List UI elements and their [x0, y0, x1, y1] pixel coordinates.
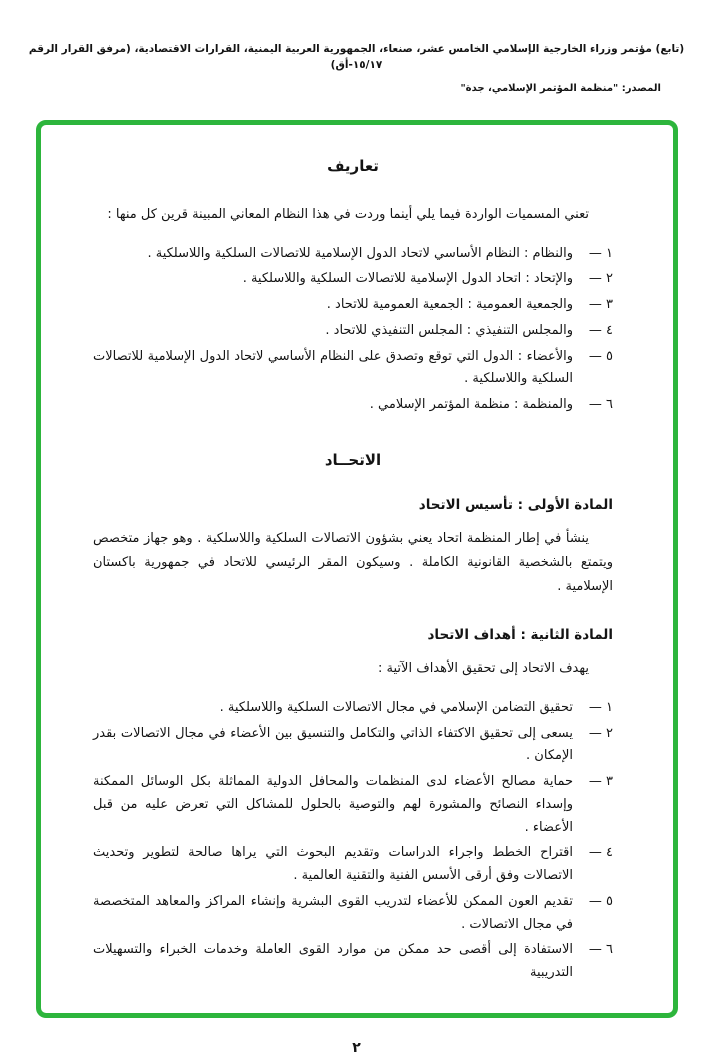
definitions-list — [93, 243, 613, 417]
union-title: الاتحــاد — [324, 450, 382, 469]
item-number: ٥ — — [588, 348, 613, 364]
definitions-intro: تعني المسميات الواردة فيما يلي أينما وردت في هذا النظام المعاني المبينة قرين كل منها : — [107, 206, 589, 222]
item-text: والأعضاء : الدول التي توقع وتصدق على النظام الأساسي لاتحاد الدول الإسلامية للاتصالات السلكية واللاسلكية . — [93, 348, 573, 387]
item-text: والمجلس التنفيذي : المجلس التنفيذي للاتحاد . — [325, 322, 573, 338]
definition-item — [93, 268, 613, 291]
item-text: والإتحاد : اتحاد الدول الإسلامية للاتصالات السلكية واللاسلكية . — [242, 271, 573, 287]
article-2-intro: يهدف الاتحاد إلى تحقيق الأهداف الآتية : — [378, 660, 589, 676]
objective-item — [93, 842, 613, 888]
item-text: تقديم العون الممكن للأعضاء لتدريب القوى البشرية وإنشاء المراكز والمعاهد المتخصصة في مجال الاتصالات . — [93, 893, 573, 932]
objective-item — [93, 771, 613, 839]
objectives-list — [93, 697, 613, 985]
definition-item — [93, 394, 613, 417]
header-source-line: المصدر: "منظمة المؤتمر الإسلامي، جدة" — [460, 82, 661, 94]
item-number: ١ — — [588, 245, 613, 261]
item-number: ٤ — — [588, 845, 613, 861]
objective-item — [93, 939, 613, 985]
item-text: والمنظمة : منظمة المؤتمر الإسلامي . — [369, 397, 573, 413]
document-frame — [36, 120, 678, 1018]
item-text: اقتراح الخطط واجراء الدراسات وتقديم البحوث التي يراها صالحة لتطوير وتحديث الاتصالات وفق أرقى الأسس الفنية والتقنية العالمية . — [93, 845, 573, 884]
item-number: ٢ — — [588, 271, 613, 287]
item-number: ٤ — — [588, 322, 613, 338]
objective-item — [93, 697, 613, 720]
item-number: ٦ — — [588, 397, 613, 413]
objective-item — [93, 891, 613, 937]
item-text: الاستفادة إلى أقصى حد ممكن من موارد القوى العاملة وخدمات الخبراء والتسهيلات التدريبية — [93, 942, 573, 981]
item-number: ١ — — [588, 699, 613, 715]
item-number: ٥ — — [588, 893, 613, 909]
item-number: ٣ — — [588, 774, 613, 790]
item-number: ٦ — — [588, 942, 613, 958]
item-text: تحقيق التضامن الإسلامي في مجال الاتصالات السلكية واللاسلكية . — [219, 699, 573, 715]
item-text: يسعى إلى تحقيق الاكتفاء الذاتي والتكامل والتنسيق بين الأعضاء في مجال الاتصالات بقدر الإمكان . — [93, 725, 573, 764]
item-number: ٢ — — [588, 725, 613, 741]
item-text: والنظام : النظام الأساسي لاتحاد الدول الإسلامية للاتصالات السلكية واللاسلكية . — [147, 245, 573, 261]
article-2-heading: المادة الثانية : أهداف الاتحاد — [427, 626, 613, 643]
objective-item — [93, 723, 613, 769]
page-number: ٢ — [352, 1039, 361, 1056]
header-note-line1: (تابع) مؤتمر وزراء الخارجية الإسلامي الخامس عشر، صنعاء، الجمهورية العربية اليمنية، القرارات الاقتصادية، (مرفق القرار الرقم ١٥/١٧-أق) — [28, 43, 685, 71]
definition-item — [93, 346, 613, 392]
page-header — [0, 0, 713, 94]
article-1-body: ينشأ في إطار المنظمة اتحاد يعني بشؤون الاتصالات السلكية واللاسلكية . وهو جهاز متخصص ويتمتع بالشخصية القانونية الكاملة . وسيكون المقر الرئيسي للاتحاد في جمهورية باكستان الإسلامية . — [93, 530, 613, 594]
article-1-heading: المادة الأولى : تأسيس الاتحاد — [418, 496, 613, 513]
definition-item — [93, 320, 613, 343]
item-number: ٣ — — [588, 297, 613, 313]
definition-item — [93, 294, 613, 317]
definitions-title: تعاريف — [327, 156, 379, 175]
definition-item — [93, 243, 613, 266]
item-text: حماية مصالح الأعضاء لدى المنظمات والمحافل الدولية المماثلة بكل الوسائل الممكنة وإسداء النصائح والمشورة لهم والتوصية بالحلول للمشاكل التي تعرض عليه من قبل الأعضاء . — [93, 774, 573, 835]
item-text: والجمعية العمومية : الجمعية العمومية للاتحاد . — [326, 297, 573, 313]
